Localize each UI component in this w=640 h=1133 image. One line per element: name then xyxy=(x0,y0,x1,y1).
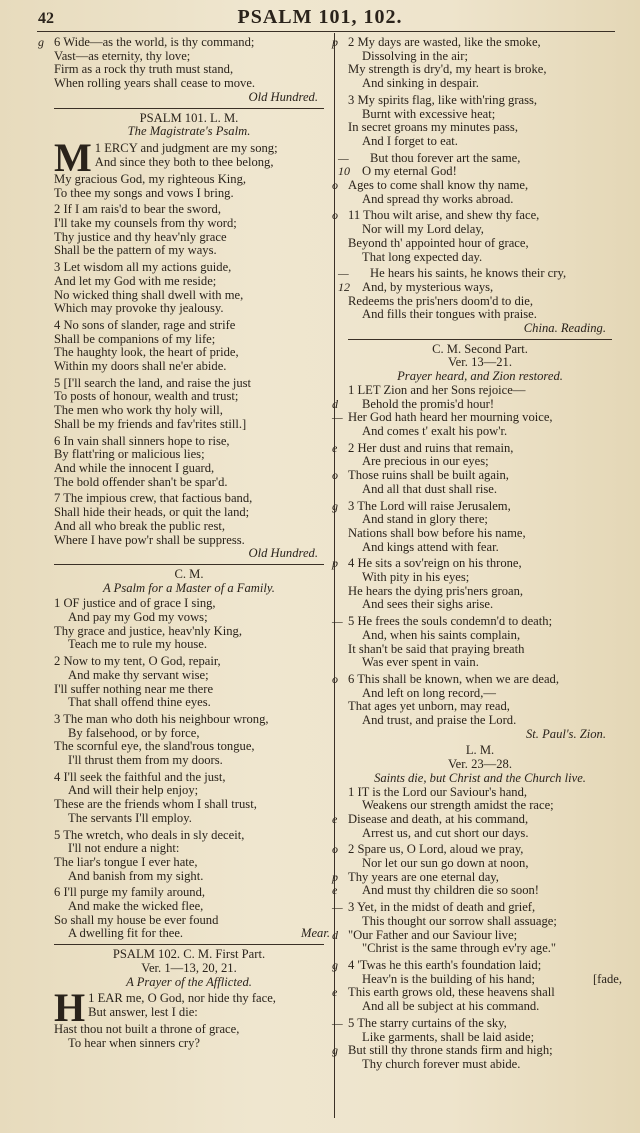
verse-line: 1 IT is the Lord our Saviour's hand, xyxy=(348,784,528,799)
verse-line: And banish from my sight. xyxy=(68,868,204,883)
dynamic-mark: d xyxy=(332,396,338,411)
verse-line: My strength is dry'd, my heart is broke, xyxy=(348,62,547,77)
verse-line: This thought our sorrow shall assuage; xyxy=(362,913,557,928)
stanza xyxy=(54,885,330,941)
verse-line: EAR me, O God, nor hide thy face, xyxy=(97,991,276,1006)
verse-line: 4 No sons of slander, rage and strife xyxy=(54,317,236,332)
divider xyxy=(54,564,324,565)
stanza xyxy=(54,377,324,432)
stanza xyxy=(38,35,324,105)
verse-line: My gracious God, my righteous King, xyxy=(54,171,247,186)
verse-line: Vast—as eternity, thy love; xyxy=(54,48,191,63)
verse-line: Thy church forever must abide. xyxy=(362,1056,521,1071)
running-title: PSALM 101, 102. xyxy=(237,6,403,28)
verse-line: And all who break the public rest, xyxy=(54,518,226,533)
verse-line: 2 If I am rais'd to bear the sword, xyxy=(54,202,221,217)
psalm-subtitle: A Prayer of the Afflicted. xyxy=(126,974,252,989)
section-heading: C. M. Second Part. xyxy=(432,341,528,356)
verse-line: 6 Wide—as the world, is thy command; xyxy=(54,35,255,49)
stanza xyxy=(54,985,324,1050)
verse-line: Nor let our sun go down at noon, xyxy=(362,856,529,871)
verse-line: The liar's tongue I ever hate, xyxy=(54,854,198,869)
verse-line: By falsehood, or by force, xyxy=(68,725,200,740)
verse-line: 11 Thou wilt arise, and shew thy face, xyxy=(348,208,540,223)
dynamic-mark: o xyxy=(332,208,338,223)
stanza xyxy=(332,208,612,264)
verse-line: "Our Father and our Saviour live; xyxy=(348,927,518,942)
verse-line: 6 In vain shall sinners hope to rise, xyxy=(54,433,230,448)
verse-line: With pity in his eyes; xyxy=(362,570,470,585)
verse-line: 1 LET Zion and her Sons rejoice— xyxy=(348,382,526,397)
stanza xyxy=(332,498,612,555)
verse-line: To posts of honour, wealth and trust; xyxy=(54,389,239,404)
verse-number: 1 xyxy=(88,991,98,1006)
verse-line: And fills their tongues with praise. xyxy=(362,307,537,322)
stanza xyxy=(54,261,324,316)
tune-name: China. Reading. xyxy=(523,321,606,336)
tune-name: Mear. xyxy=(300,926,330,941)
dynamic-mark: —10 xyxy=(338,150,350,179)
verse-line: Firm as a rock thy truth must stand, xyxy=(54,62,234,77)
verse-line: Thy justice and thy heav'nly grace xyxy=(54,229,227,244)
verse-line: And all that dust shall rise. xyxy=(362,481,498,496)
verse-line: And kings attend with fear. xyxy=(362,539,499,554)
dynamic-mark: — xyxy=(332,900,343,915)
verse-range: Ver. 1—13, 20, 21. xyxy=(141,960,237,975)
dynamic-mark: o xyxy=(332,468,338,483)
verse-line: And comes t' exalt his pow'r. xyxy=(362,423,508,438)
verse-line: Shall be the pattern of my ways. xyxy=(54,243,217,258)
verse-line: 2 Now to my tent, O God, repair, xyxy=(54,654,221,669)
verse-line: Like garments, shall be laid aside; xyxy=(362,1029,535,1044)
stanza xyxy=(54,713,324,768)
verse-line: 2 Spare us, O Lord, aloud we pray, xyxy=(348,842,524,857)
verse-line: Shall hide their heads, or quit the land; xyxy=(54,505,250,520)
dynamic-mark: e xyxy=(332,985,338,1000)
verse-line: He hears the dying pris'ners groan, xyxy=(348,583,524,598)
verse-line: Thy years are one eternal day, xyxy=(348,869,499,884)
verse-line: 3 The man who doth his neighbour wrong, xyxy=(54,711,269,726)
page-number: 42 xyxy=(38,10,54,27)
stanza xyxy=(338,150,612,179)
verse-line: And sees their sighs arise. xyxy=(362,597,494,612)
verse-line: In secret groans my minutes pass, xyxy=(348,120,518,135)
verse-line: 6 This shall be known, when we are dead, xyxy=(348,671,560,686)
dynamic-mark: — xyxy=(332,614,343,629)
dynamic-mark: e xyxy=(332,883,338,898)
verse-line: Nations shall bow before his name, xyxy=(348,525,526,540)
tune-name: Old Hundred. xyxy=(248,546,318,561)
verse-line: Redeems the pris'ners doom'd to die, xyxy=(348,293,534,308)
section-heading: C. M. xyxy=(174,566,204,581)
verse-line: Ages to come shall know thy name, xyxy=(348,178,529,193)
header-rule xyxy=(37,31,615,32)
verse-line: Thy grace and justice, heav'nly King, xyxy=(54,623,242,638)
dynamic-mark: p xyxy=(332,556,338,571)
verse-line: This earth grows old, these heavens shall xyxy=(348,985,555,1000)
stanza xyxy=(338,266,612,336)
verse-line: And must thy children die so soon! xyxy=(362,883,539,898)
verse-line: And while the innocent I guard, xyxy=(54,460,215,475)
verse-line: Dissolving in the air; xyxy=(362,48,468,63)
drop-cap: M xyxy=(54,134,92,180)
verse-line: 5 [I'll search the land, and raise the just xyxy=(54,375,252,390)
section-heading: L. M. xyxy=(465,743,495,758)
dynamic-mark: o xyxy=(332,178,338,193)
verse-line: The servants I'll employ. xyxy=(68,810,192,825)
verse-line: And stand in glory there; xyxy=(362,512,488,527)
stanza xyxy=(54,134,324,200)
stanza xyxy=(332,900,612,956)
verse-line: 5 The starry curtains of the sky, xyxy=(348,1015,507,1030)
verse-line: And since they both to thee belong, xyxy=(94,154,274,169)
verse-line: It shan't be said that praying breath xyxy=(348,641,525,656)
verse-line: And spread thy works abroad. xyxy=(362,191,514,206)
stanza xyxy=(54,597,324,652)
right-column xyxy=(332,35,622,1075)
verse-line: And, by mysterious ways, xyxy=(362,279,494,294)
dynamic-mark: o xyxy=(332,671,338,686)
verse-line: And left on long record,— xyxy=(362,685,496,700)
verse-line: But thou forever art the same, xyxy=(370,150,521,165)
verse-line: 3 Yet, in the midst of death and grief, xyxy=(348,900,536,915)
psalm-heading: PSALM 102. C. M. First Part. xyxy=(112,947,266,962)
verse-line: Arrest us, and cut short our days. xyxy=(362,825,529,840)
verse-line: But answer, lest I die: xyxy=(88,1005,198,1019)
dynamic-mark: g xyxy=(332,1043,338,1058)
dynamic-mark: g xyxy=(332,958,338,972)
turnover-word: [fade, xyxy=(592,971,622,986)
tune-name: St. Paul's. Zion. xyxy=(525,726,606,741)
verse-line: So shall my house be ever found xyxy=(54,912,219,927)
verse-line: Burnt with excessive heat; xyxy=(362,106,496,121)
psalm-subtitle: The Magistrate's Psalm. xyxy=(127,124,251,139)
verse-line: Was ever spent in vain. xyxy=(362,655,479,670)
divider xyxy=(348,339,612,340)
stanza xyxy=(54,203,324,258)
stanza xyxy=(332,958,622,1014)
stanza xyxy=(54,829,324,884)
verse-line: That shall offend thine eyes. xyxy=(68,695,211,710)
verse-line: Teach me to rule my house. xyxy=(68,637,208,652)
verse-line: ERCY and judgment are my song; xyxy=(104,140,278,155)
verse-line: And will their help enjoy; xyxy=(68,783,199,798)
drop-cap: H xyxy=(54,985,86,1031)
dynamic-mark: e xyxy=(332,440,338,455)
verse-line: 5 He frees the souls condemn'd to death; xyxy=(348,614,553,629)
left-column xyxy=(38,35,330,1054)
stanza xyxy=(54,435,324,490)
verse-line: Her God hath heard her mourning voice, xyxy=(348,410,553,425)
stanza xyxy=(332,556,612,612)
verse-line: Heav'n is the building of his hand; xyxy=(362,971,535,986)
verse-line: I'll take my counsels from thy word; xyxy=(54,216,237,231)
verse-number: 1 xyxy=(94,140,105,155)
stanza xyxy=(332,784,612,841)
divider xyxy=(54,108,324,109)
psalm-heading: PSALM 101. L. M. xyxy=(139,110,239,125)
verse-line: The haughty look, the heart of pride, xyxy=(54,345,239,360)
verse-line: A dwelling fit for thee. xyxy=(68,926,184,941)
verse-line: To hear when sinners cry? xyxy=(68,1036,201,1050)
verse-line: I'll suffer nothing near me there xyxy=(54,681,214,696)
verse-line: 1 OF justice and of grace I sing, xyxy=(54,596,216,611)
verse-line: 4 He sits a sov'reign on his throne, xyxy=(348,556,522,571)
dynamic-mark: d xyxy=(332,927,338,942)
stanza xyxy=(54,492,324,561)
verse-line: And, when his saints complain, xyxy=(362,627,521,642)
verse-line: And I forget to eat. xyxy=(362,133,458,148)
verse-line: No wicked thing shall dwell with me, xyxy=(54,287,244,302)
verse-line: And pay my God my vows; xyxy=(68,610,208,625)
verse-line: "Christ is the same through ev'ry age." xyxy=(362,941,557,956)
verse-line: 7 The impious crew, that factious band, xyxy=(54,491,253,506)
verse-line: Where I have pow'r shall be suppress. xyxy=(54,532,245,547)
verse-line: 6 I'll purge my family around, xyxy=(54,885,206,900)
verse-line: I'll not endure a night: xyxy=(68,841,180,856)
dynamic-mark: o xyxy=(332,842,338,857)
verse-line: And make the wicked flee, xyxy=(68,899,204,914)
verse-line: 3 The Lord will raise Jerusalem, xyxy=(348,498,511,513)
verse-line: To thee my songs and vows I bring. xyxy=(54,185,234,200)
stanza xyxy=(332,178,612,206)
stanza xyxy=(332,1015,612,1072)
verse-line: 3 My spirits flag, like with'ring grass, xyxy=(348,92,538,107)
verse-line: But still thy throne stands firm and high; xyxy=(348,1043,553,1058)
verse-line: He hears his saints, he knows their cry, xyxy=(370,266,567,281)
stanza xyxy=(54,655,324,710)
verse-line: Which may provoke thy jealousy. xyxy=(54,301,224,316)
verse-line: Disease and death, at his command, xyxy=(348,811,529,826)
dynamic-mark: — xyxy=(332,1015,343,1030)
stanza xyxy=(54,771,324,826)
tune-name: Old Hundred. xyxy=(248,89,318,104)
column-divider xyxy=(334,33,335,1118)
verse-line: And trust, and praise the Lord. xyxy=(362,713,517,728)
page-header xyxy=(0,6,640,30)
verse-line: 2 My days are wasted, like the smoke, xyxy=(348,35,541,49)
verse-line: Those ruins shall be built again, xyxy=(348,468,509,483)
verse-line: The bold offender shan't be spar'd. xyxy=(54,474,228,489)
dynamic-mark: p xyxy=(332,35,338,49)
dynamic-mark: — xyxy=(332,410,343,425)
verse-range: Ver. 23—28. xyxy=(447,757,512,772)
verse-line: Hast thou not built a throne of grace, xyxy=(54,1022,240,1037)
verse-line: Shall be companions of my life; xyxy=(54,331,216,346)
verse-line: I'll thrust them from my doors. xyxy=(68,753,223,768)
verse-line: That ages yet unborn, may read, xyxy=(348,699,510,714)
dynamic-mark: p xyxy=(332,869,338,884)
section-subtitle: Prayer heard, and Zion restored. xyxy=(397,369,563,384)
dynamic-mark: g xyxy=(332,498,338,513)
verse-range: Ver. 13—21. xyxy=(447,355,512,370)
section-subtitle: Saints die, but Christ and the Church live. xyxy=(374,770,586,785)
stanza xyxy=(332,35,612,91)
verse-line: And all be subject at his command. xyxy=(362,999,540,1014)
verse-line: O my eternal God! xyxy=(362,164,457,179)
verse-line: And make thy servant wise; xyxy=(68,667,209,682)
section-subtitle: A Psalm for a Master of a Family. xyxy=(103,580,275,595)
verse-line: 2 Her dust and ruins that remain, xyxy=(348,440,514,455)
verse-line: Behold the promis'd hour! xyxy=(362,396,495,411)
verse-line: 4 I'll seek the faithful and the just, xyxy=(54,769,226,784)
verse-line: Weakens our strength amidst the race; xyxy=(362,798,554,813)
stanza xyxy=(332,842,612,898)
verse-line: Nor will my Lord delay, xyxy=(362,222,484,237)
verse-line: The men who work thy holy will, xyxy=(54,403,223,418)
dynamic-mark: e xyxy=(332,811,338,826)
stanza xyxy=(54,319,324,374)
verse-line: These are the friends whom I shall trust, xyxy=(54,797,257,812)
divider xyxy=(54,944,324,945)
verse-line: The scornful eye, the sland'rous tongue, xyxy=(54,739,255,754)
verse-line: 5 The wretch, who deals in sly deceit, xyxy=(54,827,245,842)
dynamic-mark: —12 xyxy=(338,266,350,294)
verse-line: By flatt'ring or malicious lies; xyxy=(54,447,205,462)
verse-line: Shall be my friends and fav'rites still.] xyxy=(54,416,247,431)
stanza xyxy=(332,440,612,497)
verse-line: 4 'Twas he this earth's foundation laid; xyxy=(348,958,542,972)
verse-line: 3 Let wisdom all my actions guide, xyxy=(54,260,232,275)
stanza xyxy=(332,382,612,439)
verse-line: Are precious in our eyes; xyxy=(362,454,489,469)
verse-line: And sinking in despair. xyxy=(362,76,479,91)
verse-line: And let my God with me reside; xyxy=(54,273,217,288)
stanza xyxy=(348,94,612,149)
verse-line: When rolling years shall cease to move. xyxy=(54,76,256,91)
verse-line: Within my doors shall ne'er abide. xyxy=(54,359,227,374)
verse-line: That long expected day. xyxy=(362,249,483,264)
dynamic-mark: g xyxy=(38,35,44,49)
stanza xyxy=(332,614,612,670)
verse-line: Beyond th' appointed hour of grace, xyxy=(348,235,529,250)
stanza xyxy=(332,671,612,742)
